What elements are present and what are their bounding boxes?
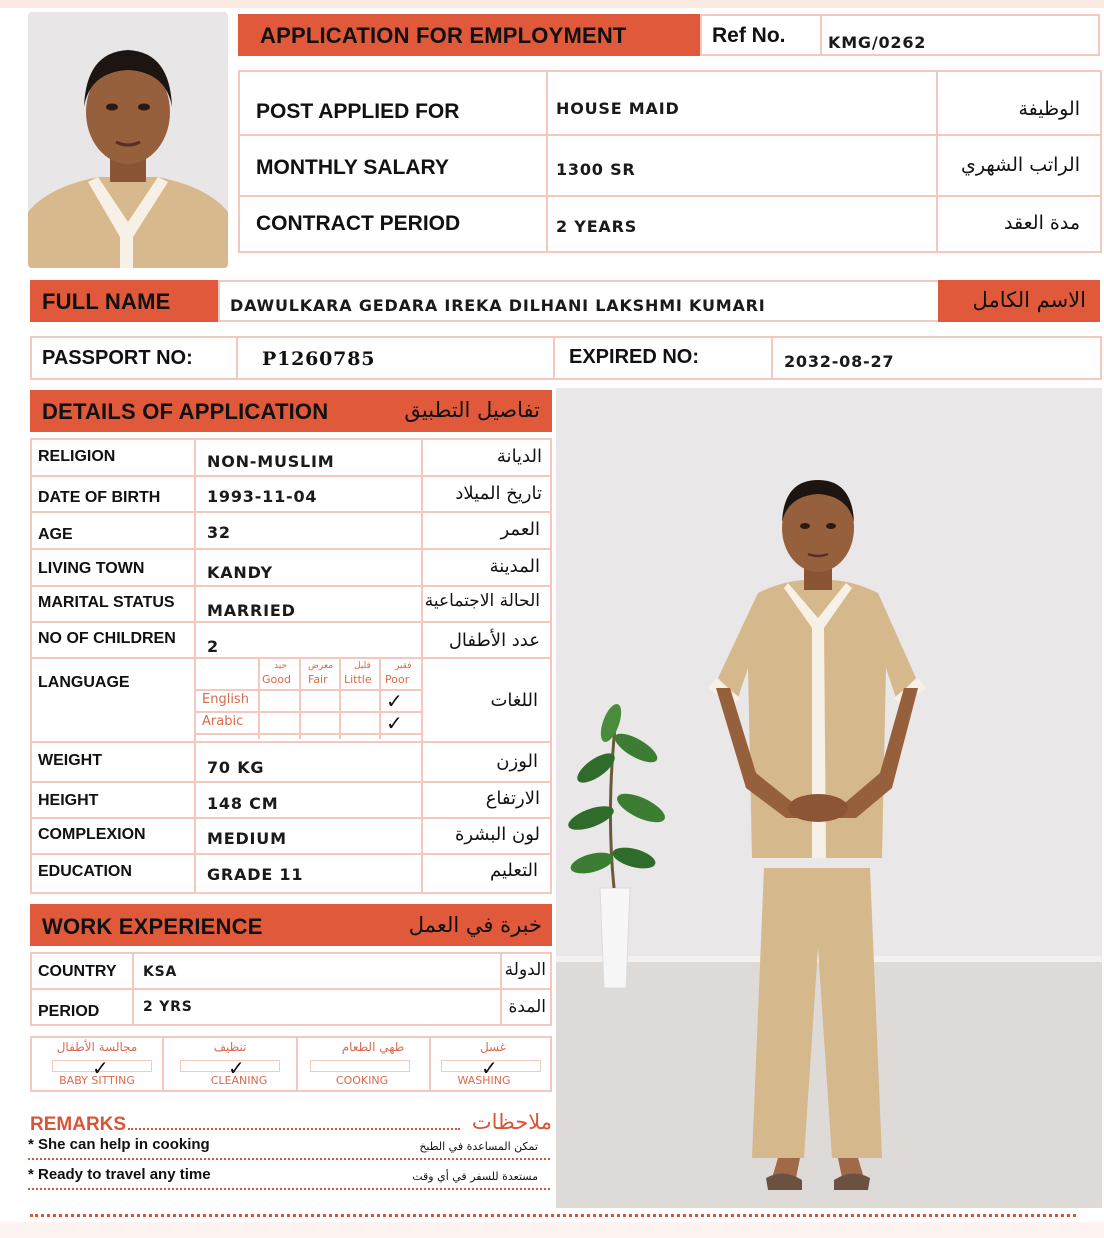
details-row-divider	[32, 781, 550, 783]
expired-label: EXPIRED NO:	[569, 346, 700, 368]
level-en-poor: Poor	[385, 673, 410, 686]
passport-divider	[236, 338, 238, 378]
details-row-divider	[32, 853, 550, 855]
application-title: APPLICATION FOR EMPLOYMENT	[260, 23, 627, 48]
level-ar-poor: فقير	[395, 661, 412, 671]
details-row-divider	[32, 511, 550, 513]
remark-dots	[28, 1158, 550, 1160]
passport-divider	[771, 338, 773, 378]
complexion-value: MEDIUM	[207, 829, 287, 848]
contract-arabic: مدة العقد	[1004, 212, 1080, 234]
weight-value: 70 KG	[207, 758, 265, 777]
passport-divider	[553, 338, 555, 378]
skill-check: ✓	[92, 1056, 109, 1080]
skill-ar: طهي الطعام	[341, 1040, 405, 1054]
work-title-arabic: خبرة في العمل	[408, 913, 542, 937]
details-row-divider	[32, 585, 550, 587]
lang-grid-line	[339, 659, 341, 739]
full-body-illustration	[556, 388, 1102, 1208]
ref-label-cell	[700, 14, 822, 56]
full-name-value-cell	[218, 280, 940, 322]
level-ar-good: جيد	[274, 661, 288, 671]
portrait-photo	[28, 12, 228, 268]
language-grid	[196, 659, 421, 741]
work-col-divider	[132, 954, 134, 1024]
skill-cooking	[298, 1038, 429, 1090]
skill-ar: غسل	[479, 1040, 507, 1054]
level-en-good: Good	[262, 673, 291, 686]
period-label: PERIOD	[38, 1003, 100, 1020]
salary-value: 1300 SR	[556, 160, 636, 179]
skill-en: BABY SITTING	[59, 1074, 135, 1087]
town-arabic: المدينة	[489, 556, 540, 577]
height-value: 148 CM	[207, 794, 279, 813]
skill-en: WASHING	[457, 1074, 511, 1087]
details-row-divider	[32, 548, 550, 550]
dob-value: 1993-11-04	[207, 487, 318, 506]
work-col-divider	[500, 954, 502, 1024]
contract-label: CONTRACT PERIOD	[256, 212, 461, 235]
skill-check: ✓	[481, 1056, 498, 1080]
period-value: 2 YRS	[143, 999, 193, 1015]
salary-label: MONTHLY SALARY	[256, 156, 449, 179]
ref-value: KMG/0262	[828, 33, 927, 52]
level-ar-little: قليل	[354, 661, 371, 671]
details-row-divider	[32, 475, 550, 477]
period-arabic: المدة	[508, 997, 546, 1017]
town-value: KANDY	[207, 563, 273, 582]
skill-ar: مجالسة الأطفال	[56, 1040, 138, 1054]
religion-value: NON-MUSLIM	[207, 452, 335, 471]
weight-label: WEIGHT	[38, 752, 102, 769]
skill-en: CLEANING	[210, 1074, 268, 1087]
remark-1: * She can help in cooking	[28, 1136, 210, 1153]
job-divider-2	[936, 72, 938, 252]
remarks-title-arabic: ملاحظات	[471, 1110, 552, 1134]
lang-english: English	[202, 692, 249, 707]
skill-ar: تنظيف	[213, 1040, 247, 1054]
weight-arabic: الوزن	[496, 751, 538, 772]
complexion-arabic: لون البشرة	[454, 824, 540, 845]
details-row-divider	[32, 817, 550, 819]
marital-arabic: الحالة الاجتماعية	[424, 591, 540, 611]
top-strip	[0, 0, 1104, 8]
age-label: AGE	[38, 526, 73, 543]
dob-arabic: تاريخ الميلاد	[455, 483, 542, 504]
remark-dots	[28, 1188, 550, 1190]
lang-grid-line	[258, 659, 260, 739]
salary-arabic: الراتب الشهري	[961, 154, 1080, 176]
details-row-divider	[32, 621, 550, 623]
age-arabic: العمر	[500, 519, 540, 540]
bottom-strip	[0, 1222, 1104, 1238]
skill-box	[310, 1060, 410, 1072]
skill-baby-sitting	[32, 1038, 162, 1090]
post-arabic: الوظيفة	[1018, 98, 1080, 120]
check-arabic-poor: ✓	[386, 711, 403, 735]
skill-check: ✓	[228, 1056, 245, 1080]
full-name-value: DAWULKARA GEDARA IREKA DILHANI LAKSHMI KUMARI	[230, 296, 766, 315]
passport-label: PASSPORT NO:	[42, 347, 193, 369]
details-row-divider	[32, 741, 550, 743]
complexion-label: COMPLEXION	[38, 826, 146, 843]
post-label: POST APPLIED FOR	[256, 100, 460, 123]
country-arabic: الدولة	[504, 960, 546, 980]
work-header	[30, 904, 552, 946]
bottom-dots	[30, 1214, 1076, 1217]
remark-2: * Ready to travel any time	[28, 1166, 211, 1183]
skill-cleaning	[164, 1038, 296, 1090]
job-row-divider	[240, 134, 1100, 136]
details-title-arabic: تفاصيل التطبيق	[404, 398, 540, 422]
level-en-fair: Fair	[308, 673, 328, 686]
language-arabic: اللغات	[490, 690, 538, 711]
job-divider-1	[546, 72, 548, 252]
education-label: EDUCATION	[38, 863, 132, 880]
town-label: LIVING TOWN	[38, 560, 145, 577]
age-value: 32	[207, 523, 231, 542]
religion-label: RELIGION	[38, 448, 116, 465]
check-english-poor: ✓	[386, 689, 403, 713]
expired-value: 2032-08-27	[784, 352, 895, 371]
details-header	[30, 390, 552, 432]
full-name-label-cell	[30, 280, 220, 322]
language-label: LANGUAGE	[38, 674, 130, 691]
job-row-divider	[240, 195, 1100, 197]
work-row-divider	[32, 988, 550, 990]
remark-1-arabic: تمكن المساعدة في الطبخ	[419, 1140, 538, 1153]
ref-value-cell	[820, 14, 1100, 56]
contract-value: 2 YEARS	[556, 217, 638, 236]
remarks-dots	[128, 1128, 460, 1130]
details-col-divider	[421, 440, 423, 892]
skill-en: COOKING	[335, 1074, 389, 1087]
marital-label: MARITAL STATUS	[38, 594, 175, 611]
level-en-little: Little	[344, 673, 372, 686]
details-title: DETAILS OF APPLICATION	[42, 399, 329, 424]
country-value: KSA	[143, 964, 178, 980]
marital-value: MARRIED	[207, 601, 296, 620]
lang-grid-line	[299, 659, 301, 739]
post-value: HOUSE MAID	[556, 99, 680, 118]
children-arabic: عدد الأطفال	[448, 630, 540, 651]
portrait-illustration	[28, 12, 228, 268]
remark-2-arabic: مستعدة للسفر في أي وقت	[412, 1170, 538, 1183]
dob-label: DATE OF BIRTH	[38, 489, 161, 506]
full-name-label: FULL NAME	[42, 289, 171, 314]
ref-label: Ref No.	[712, 24, 786, 47]
religion-arabic: الديانة	[496, 446, 542, 467]
remarks-title: REMARKS	[30, 1114, 127, 1135]
education-value: GRADE 11	[207, 865, 304, 884]
lang-grid-line	[379, 659, 381, 739]
full-name-arabic: الاسم الكامل	[972, 288, 1086, 312]
children-value: 2	[207, 637, 219, 656]
children-label: NO OF CHILDREN	[38, 630, 176, 647]
height-arabic: الارتفاع	[485, 788, 540, 809]
lang-arabic: Arabic	[202, 714, 244, 729]
full-name-arabic-cell	[938, 280, 1100, 322]
level-ar-fair: معرض	[308, 661, 334, 671]
full-body-photo	[556, 388, 1102, 1208]
application-title-bar	[238, 14, 700, 56]
work-title: WORK EXPERIENCE	[42, 914, 263, 939]
education-arabic: التعليم	[490, 860, 538, 881]
country-label: COUNTRY	[38, 963, 117, 980]
height-label: HEIGHT	[38, 792, 99, 809]
skill-washing	[431, 1038, 550, 1090]
passport-value: P1260785	[262, 348, 376, 370]
